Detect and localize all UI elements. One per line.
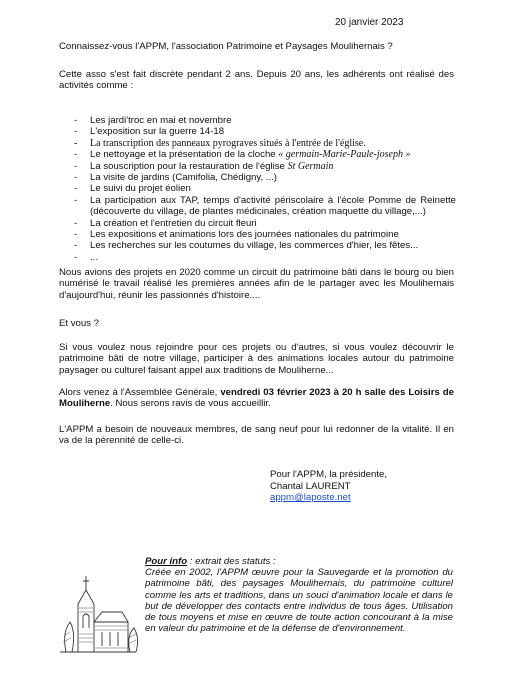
email-link[interactable]: appm@laposte.net (270, 492, 351, 504)
list-item: - La souscription pour la restauration de l'église St Germain (74, 161, 456, 172)
intro-question: Connaissez-vous l'APPM, l'association Patrimoine et Paysages Moulihernais ? (59, 41, 393, 52)
info-heading: Pour info (145, 556, 188, 567)
et-vous-line: Et vous ? (59, 318, 99, 329)
list-item: - La transcription des panneaux pyrograves situés à l'entrée de l'église. (74, 138, 456, 149)
list-item: - La participation aux TAP, temps d'activité périscolaire à l'école Pomme de Reinette (découverte du village, de plantes médicinales, création maquette du village,...) (74, 195, 456, 218)
list-item: - Le nettoyage et la présentation de la cloche « germain-Marie-Paule-joseph » (74, 149, 456, 160)
list-item: - Le suivi du projet éolien (74, 183, 456, 194)
list-item: - L'exposition sur la guerre 14-18 (74, 126, 456, 137)
assembly-date: vendredi 03 février 2023 à 20 h salle des Loisirs de Mouliherne (59, 387, 454, 410)
church-sketch-icon (56, 572, 140, 656)
list-item: - Les jardi'troc en mai et novembre (74, 115, 456, 126)
list-item: - La visite de jardins (Camifolia, Chédigny, ...) (74, 172, 456, 183)
signature-name: Chantal LAURENT (270, 480, 351, 492)
needs-paragraph: L'APPM a besoin de nouveaux membres, de sang neuf pour lui redonner de la vitalité. Il en va de la pérennité de celle-ci. (59, 424, 454, 447)
info-body: Créée en 2002, l'APPM œuvre pour la Sauvegarde et la promotion du patrimoine bâti, des paysages Moulihernais, du patrimoine culturel comme les arts et traditions, dans un souci d'animation locale et dans le but de développer des contacts entre individus de tous âges. Utilisation de tous moyens et mise en œuvre de toute action concourant à la mise en valeur du patrimoine et de la défense de d'environnement. (145, 567, 453, 635)
intro-paragraph: Cette asso s'est fait discrète pendant 2 ans. Depuis 20 ans, les adhérents ont réalisé des activités comme : (59, 69, 454, 92)
info-subtitle: : extrait des statuts : (187, 556, 276, 567)
join-paragraph: Si vous voulez nous rejoindre pour ces projets ou d'autres, si vous voulez découvrir le patrimoine bâti de notre village, participer à des animations locales autour du patrimoine paysager ou culturel faisant appel aux traditions de Mouliherne... (59, 342, 454, 376)
list-item: - Les expositions et animations lors des journées nationales du patrimoine (74, 229, 456, 240)
activities-list (74, 115, 456, 263)
assembly-paragraph: Alors venez à l'Assemblée Générale, vendredi 03 février 2023 à 20 h salle des Loisirs de Mouliherne. Nous serons ravis de vous accueillir. (59, 387, 454, 410)
letter-date: 20 janvier 2023 (335, 17, 404, 28)
list-item: - La création et l'entretien du circuit fleuri (74, 218, 456, 229)
signature-block (270, 469, 387, 504)
projects-paragraph: Nous avions des projets en 2020 comme un circuit du patrimoine bâti dans le bourg ou bien numérisé le travail réalisé les premières années afin de le partager avec les Moulihernais d'aujourd'hui, réunir les passionnés d'histoire.... (59, 267, 454, 301)
info-statutes (145, 556, 453, 634)
list-item: - Les recherches sur les coutumes du village, les commerces d'hier, les fêtes... (74, 240, 456, 251)
signature-role: Pour l'APPM, la présidente, (270, 469, 388, 480)
list-item: - ... (74, 252, 456, 263)
